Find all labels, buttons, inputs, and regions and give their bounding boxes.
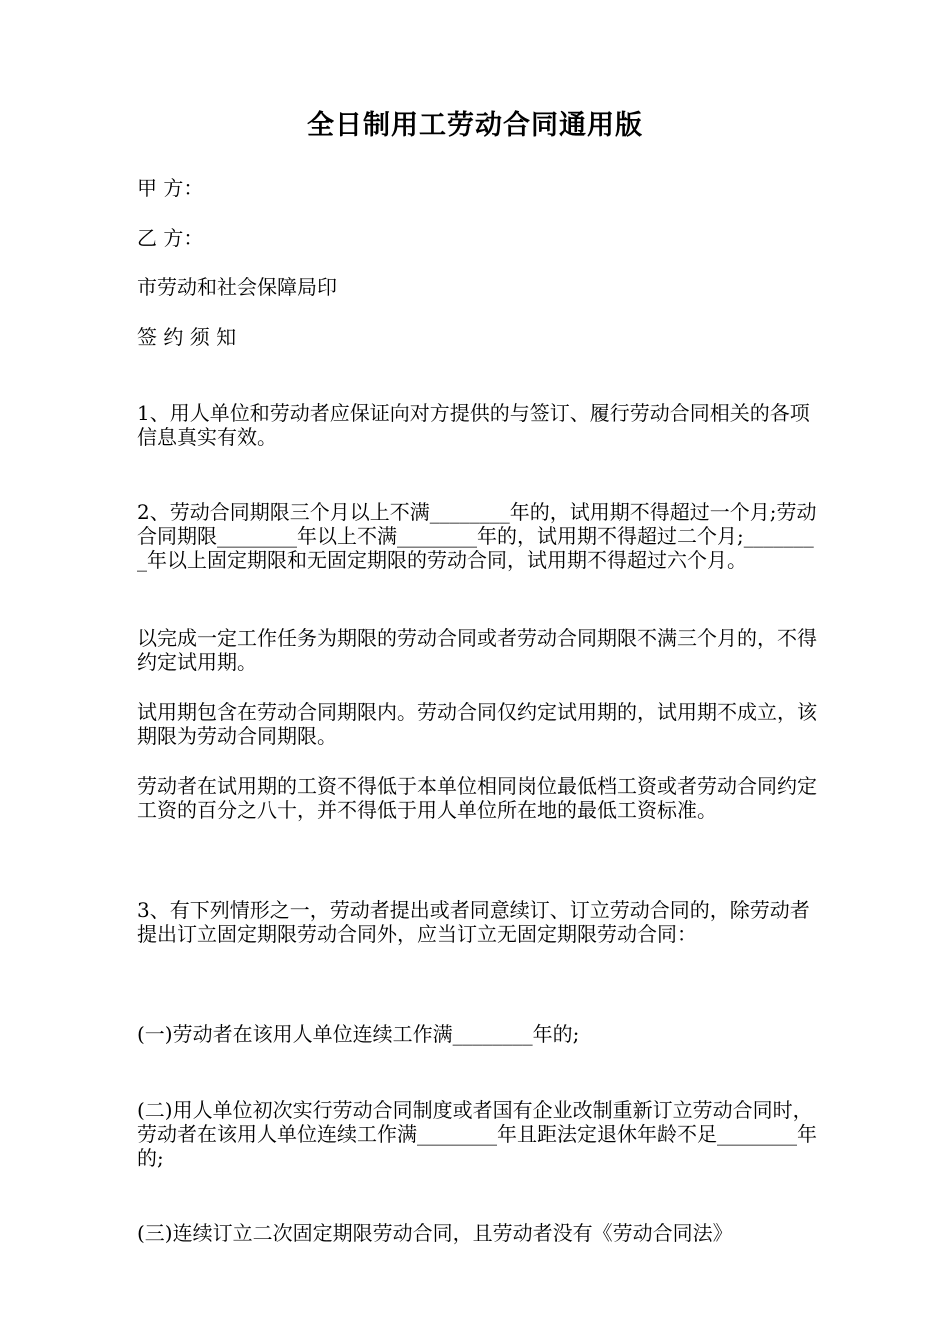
- party-a-label: 甲 方：: [137, 176, 204, 200]
- paragraph-9: (三)连续订立二次固定期限劳动合同，且劳动者没有《劳动合同法》: [137, 1221, 733, 1245]
- paragraph-5: 劳动者在试用期的工资不得低于本单位相同岗位最低档工资或者劳动合同约定工资的百分之八十，并不得低于用人单位所在地的最低工资标准。: [137, 774, 817, 822]
- paragraph-8: (二)用人单位初次实行劳动合同制度或者国有企业改制重新订立劳动合同时，劳动者在该用人单位连续工作满________年且距法定退休年龄不足________年的;: [137, 1098, 817, 1170]
- paragraph-7: (一)劳动者在该用人单位连续工作满________年的;: [137, 1022, 580, 1046]
- party-b-label: 乙 方：: [137, 226, 204, 250]
- notice-heading: 签 约 须 知: [137, 325, 237, 349]
- paragraph-3: 以完成一定工作任务为期限的劳动合同或者劳动合同期限不满三个月的，不得约定试用期。: [137, 626, 817, 674]
- paragraph-1: 1、用人单位和劳动者应保证向对方提供的与签订、履行劳动合同相关的各项信息真实有效。: [137, 401, 810, 449]
- issuer-label: 市劳动和社会保障局印: [137, 275, 337, 299]
- paragraph-2: 2、劳动合同期限三个月以上不满________年的，试用期不得超过一个月;劳动合同期限________年以上不满________年的，试用期不得超过二个月;________年以上固定期限和无固定期限的劳动合同，试用期不得超过六个月。: [137, 500, 817, 572]
- document-title: 全日制用工劳动合同通用版: [307, 110, 643, 141]
- paragraph-4: 试用期包含在劳动合同期限内。劳动合同仅约定试用期的，试用期不成立，该期限为劳动合同期限。: [137, 700, 817, 748]
- paragraph-6: 3、有下列情形之一，劳动者提出或者同意续订、订立劳动合同的，除劳动者提出订立固定期限劳动合同外，应当订立无固定期限劳动合同：: [137, 898, 810, 946]
